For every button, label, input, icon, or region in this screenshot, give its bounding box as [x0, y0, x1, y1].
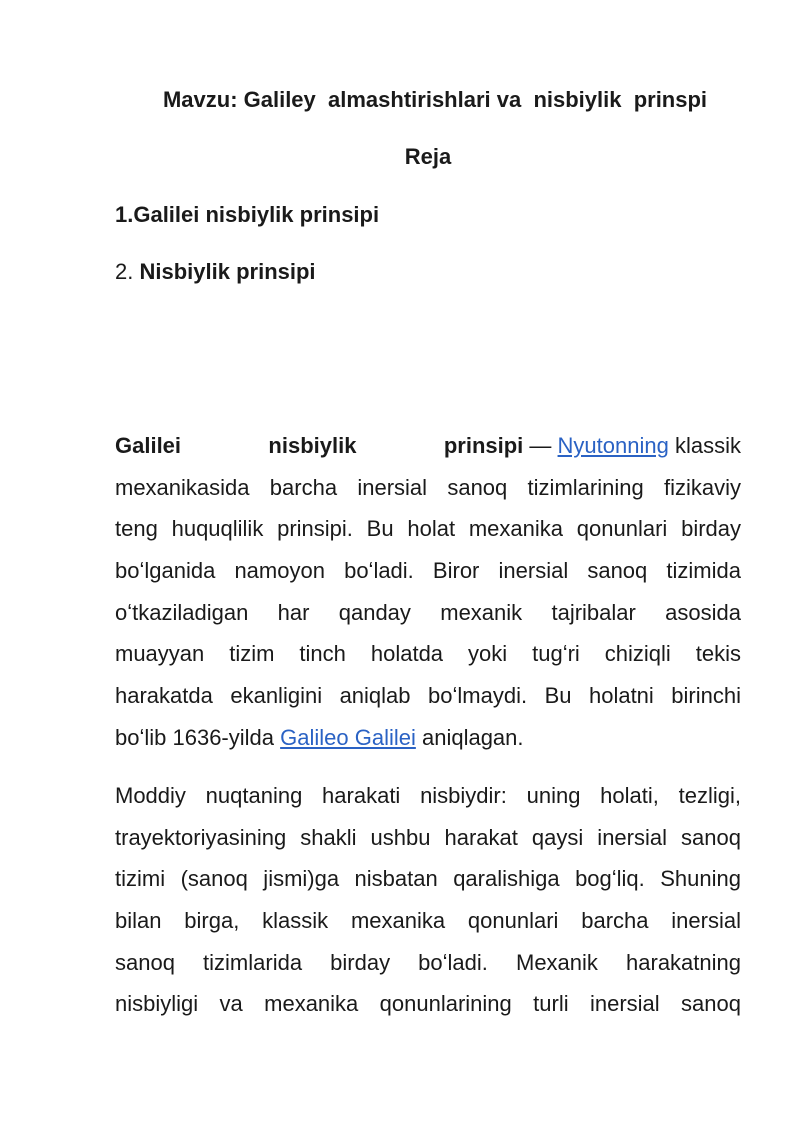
after-link-text: klassik: [674, 433, 741, 458]
plan-heading: Reja: [404, 144, 452, 169]
term-word-1: Galilei: [115, 433, 182, 458]
paragraph-1-line-1: [115, 425, 741, 467]
last-line-after: aniqlagan.: [421, 724, 524, 750]
document-title: Mavzu: Galiley almashtirishlari va nisbiylik prinspi: [162, 87, 708, 112]
paragraph-1-line-2: mexanikasida barcha inersial sanoq tizimlarining fizikaviy: [115, 474, 741, 500]
paragraph-1-line-5: oʻtkaziladigan har qanday mexanik tajribalar asosida: [115, 599, 741, 625]
paragraph-2-line-1: Moddiy nuqtaning harakati nisbiydir: uning holati, tezligi,: [115, 783, 741, 808]
paragraph-2-line-4: bilan birga, klassik mexanika qonunlari barcha inersial: [115, 908, 741, 934]
paragraph-2-line-6: nisbiyligi va mexanika qonunlarining turli inersial sanoq: [115, 991, 741, 1017]
last-line-before: boʻlib 1636-yilda: [115, 724, 274, 750]
paragraph-1-line-8: [115, 717, 741, 759]
term-word-3-group: [444, 425, 741, 467]
paragraph-1-line-7: harakatda ekanligini aniqlab boʻlmaydi. Bu holatni birinchi: [115, 683, 741, 709]
plan-item-2-number: 2.: [115, 259, 134, 284]
paragraph-1-line-3: teng huquqlilik prinsipi. Bu holat mexanika qonunlari birday: [115, 516, 741, 542]
paragraph-1-line-6: muayyan tizim tinch holatda yoki tugʻri chiziqli tekis: [115, 641, 741, 667]
plan-item-2-text: Nisbiylik prinsipi: [139, 259, 316, 284]
term-word-2: nisbiylik: [268, 433, 357, 458]
paragraph-1-line-4: boʻlganida namoyon boʻladi. Biror inersial sanoq tizimida: [115, 558, 741, 584]
term-word-3: prinsipi: [443, 433, 524, 458]
term-dash: —: [529, 433, 552, 458]
paragraph-2: [115, 775, 741, 1025]
paragraph-2-line-2: trayektoriyasining shakli ushbu harakat qaysi inersial sanoq: [115, 824, 741, 850]
paragraph-1: [115, 425, 741, 759]
link-nyutonning[interactable]: Nyutonning: [557, 433, 669, 458]
link-galileo-galilei[interactable]: Galileo Galilei: [280, 724, 416, 750]
plan-item-2: [115, 258, 316, 286]
plan-item-1: 1.Galilei nisbiylik prinsipi: [115, 202, 380, 227]
paragraph-2-line-5: sanoq tizimlarida birday boʻladi. Mexanik harakatning: [115, 949, 741, 975]
paragraph-2-line-3: tizimi (sanoq jismi)ga nisbatan qaralishiga bogʻliq. Shuning: [115, 866, 741, 892]
